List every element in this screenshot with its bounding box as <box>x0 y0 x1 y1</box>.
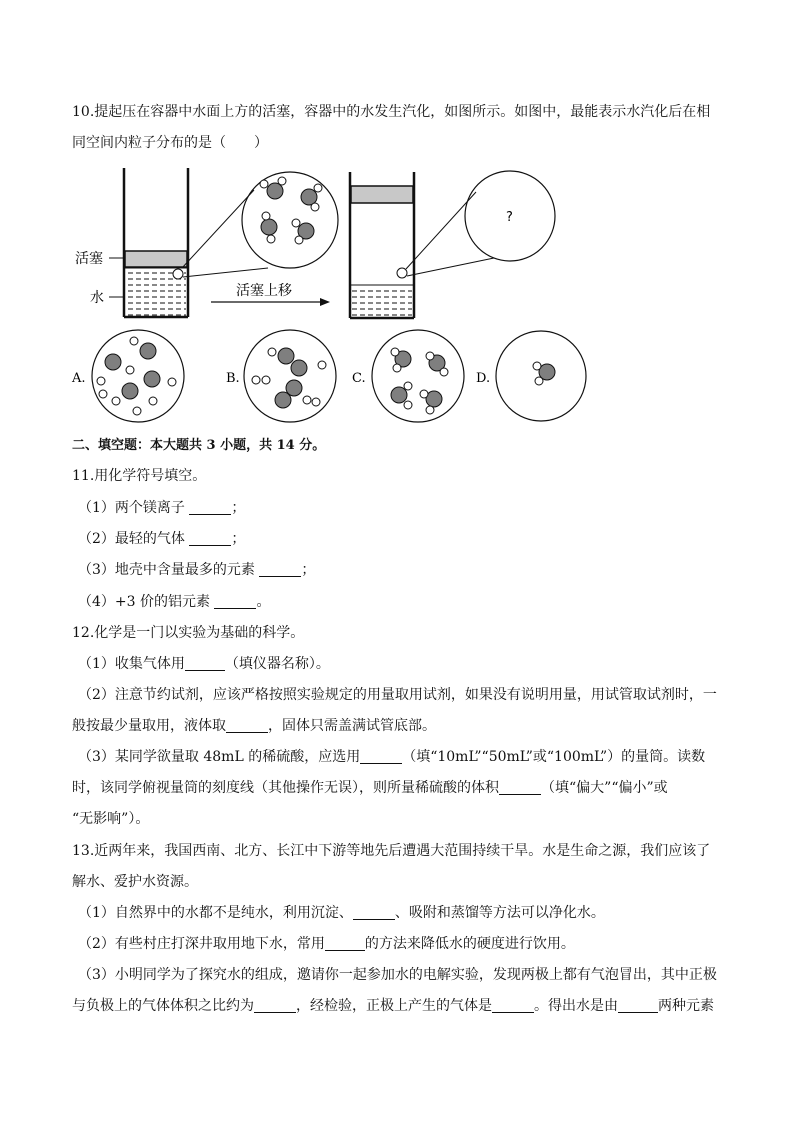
q11-item-3: （3）地壳中含量最多的元素 ； <box>78 562 316 578</box>
q12-part2-line2: 般按最少量取用，液体取 ，固体只需盖满试管底部。 <box>72 718 436 734</box>
q11-stem: 11.用化学符号填空。 <box>72 468 207 484</box>
option-d-label: D. <box>476 371 491 386</box>
q12-part3-line2: 时，该同学俯视量筒的刻度线（其他操作无误），则所量稀硫酸的体积 （填“偏大”“偏小”或 <box>72 780 668 796</box>
piston-right <box>351 186 413 203</box>
magnified-circle-left <box>242 172 338 268</box>
label-piston: 活塞 <box>75 251 103 267</box>
arrow-label: 活塞上移 <box>236 283 292 299</box>
option-c-label: C. <box>352 371 366 386</box>
q13-part3-line1: （3）小明同学为了探究水的组成，邀请你一起参加水的电解实验，发现两极上都有气泡冒出，其中正极 <box>78 967 717 983</box>
answer-blank[interactable] <box>618 998 658 1013</box>
answer-blank[interactable] <box>185 656 225 671</box>
right-container <box>350 172 414 318</box>
label-water: 水 <box>90 290 104 306</box>
answer-blank[interactable] <box>214 594 256 609</box>
answer-blank[interactable] <box>325 936 365 951</box>
answer-blank[interactable] <box>259 562 301 577</box>
water-right <box>352 285 412 317</box>
option-a-label: A. <box>72 371 86 386</box>
q13-stem-line1: 13.近两年来，我国西南、北方、长江中下游等地先后遭遇大范围持续干旱。水是生命之源，我们应该了 <box>72 843 711 859</box>
q11-item-4: （4）+3 价的铝元素 。 <box>78 594 271 610</box>
molecule-marker-left <box>173 269 183 279</box>
q12-stem: 12.化学是一门以实验为基础的科学。 <box>72 625 305 641</box>
arrow-head <box>320 298 330 306</box>
piston-left <box>125 251 187 267</box>
q11-item-2: （2）最轻的气体 ； <box>78 531 246 547</box>
q12-part1: （1）收集气体用 （填仪器名称）。 <box>78 656 330 672</box>
section2-title: 二、填空题：本大题共 3 小题，共 14 分。 <box>72 438 326 453</box>
answer-blank[interactable] <box>226 718 268 733</box>
left-container <box>109 168 188 317</box>
answer-blank[interactable] <box>492 998 534 1013</box>
q13-part1: （1）自然界中的水都不是纯水，利用沉淀、 、吸附和蒸馏等方法可以净化水。 <box>78 905 605 921</box>
molecule-marker-right <box>397 268 407 278</box>
answer-blank[interactable] <box>360 749 402 764</box>
q13-part2: （2）有些村庄打深井取用地下水，常用 的方法来降低水的硬度进行饮用。 <box>78 936 575 952</box>
option-b-label: B. <box>226 371 240 386</box>
answer-blank[interactable] <box>499 780 541 795</box>
answer-blank[interactable] <box>254 998 296 1013</box>
q10-line2: 同空间内粒子分布的是（ ） <box>72 135 268 151</box>
q10-figure <box>0 0 794 440</box>
q11-item-1: （1）两个镁离子 ； <box>78 500 246 516</box>
answer-blank[interactable] <box>189 531 231 546</box>
q12-part2-line1: （2）注意节约试剂，应该严格按照实验规定的用量取用试剂，如果没有说明用量，用试管取试剂时，一 <box>78 687 717 703</box>
question-mark: ? <box>506 210 513 225</box>
answer-blank[interactable] <box>189 500 231 515</box>
answer-blank[interactable] <box>353 905 395 920</box>
q12-part3-line3: “无影响”）。 <box>72 811 150 827</box>
q13-part3-line2: 与负极上的气体体积之比约为 ，经检验，正极上产生的气体是 。得出水是由 两种元素 <box>72 998 714 1014</box>
q10-line1: 10.提起压在容器中水面上方的活塞，容器中的水发生汽化，如图所示。如图中，最能表示水汽化后在相 <box>72 104 711 120</box>
option-c-circle <box>372 330 464 422</box>
q12-part3-line1: （3）某同学欲量取 48mL 的稀硫酸，应选用 （填“10mL”“50mL”或“100mL”）的量筒。读数 <box>78 749 706 765</box>
q13-stem-line2: 解水、爱护水资源。 <box>72 874 198 890</box>
